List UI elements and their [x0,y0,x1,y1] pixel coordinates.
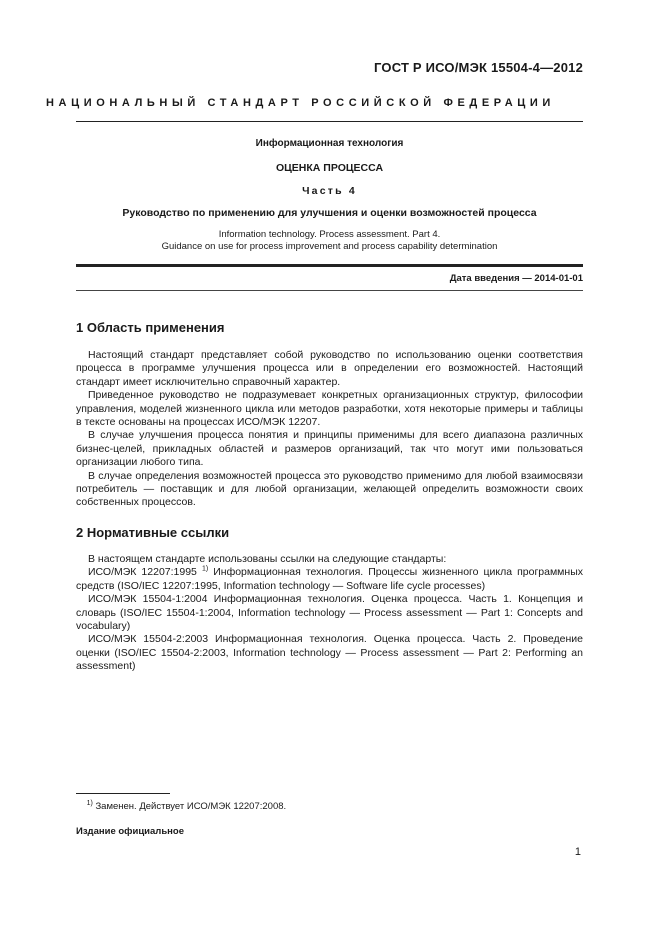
section-2-intro: В настоящем стандарте использованы ссылки на следующие стандарты: [88,553,447,565]
reference-code: ИСО/МЭК 12207:1995 [88,566,197,579]
section-1-body [76,349,583,510]
header-divider [76,121,583,122]
normative-reference-1 [76,566,583,593]
normative-reference-3: ИСО/МЭК 15504-2:2003 Информационная технология. Оценка процесса. Часть 2. Проведение оценки (ISO/IEC 15504-2:2003, Information technology — Process assessment — Part 2: Performing an assessment) [76,633,583,673]
page-number: 1 [574,846,581,858]
document-title: ОЦЕНКА ПРОЦЕССА [275,162,384,174]
document-part: Часть 4 [302,185,357,197]
footnote [76,801,286,812]
footnote-text: Заменен. Действует ИСО/МЭК 12207:2008. [95,801,287,812]
document-subject: Руководство по применению для улучшения и оценки возможностей процесса [122,207,537,219]
section-1-heading: 1 Область применения [76,320,225,335]
introduction-date: Дата введения — 2014-01-01 [449,273,583,284]
english-title-line-1: Information technology. Process assessment. Part 4. [218,229,441,240]
section-2-heading: 2 Нормативные ссылки [76,525,230,540]
english-title-line-2: Guidance on use for process improvement and process capability determination [161,241,498,252]
section-1-paragraph: Настоящий стандарт представляет собой руководство по использованию оценки соответствия процесса в программе улучшения процесса или в определении его возможностей. Настоящий стандарт имеет исключительно справочный характер. [76,349,583,388]
date-divider [76,290,583,291]
national-standard-banner: НАЦИОНАЛЬНЫЙ СТАНДАРТ РОССИЙСКОЙ ФЕДЕРАЦИИ [46,97,555,109]
title-divider [76,264,583,267]
footnote-number: 1) [86,799,93,807]
section-1-paragraph: Приведенное руководство не подразумевает конкретных организационных структур, философии управления, моделей жизненного цикла или методов разработки, хотя некоторые примеры и таблицы в тексте основаны на процессах ИСО/МЭК 12207. [76,389,583,429]
section-1-paragraph: В случае улучшения процесса понятия и принципы применимы для всего диапазона различных бизнес-целей, прикладных областей и размеров организаций, так что могут ими пользоваться организации любого типа. [76,429,583,469]
reference-text: Информационная технология. Процессы жизненного цикла программных средств (ISO/IEC 12207:1995, Information technology — Software life cycle processes) [76,566,583,592]
document-subtitle: Информационная технология [255,138,404,149]
footnote-divider [76,793,170,794]
section-1-paragraph: В случае определения возможностей процесса это руководство применимо для любой взаимосвязи потребитель — поставщик и для любой организации, желающей определить возможности своих собственных процессов. [76,469,583,509]
edition-label: Издание официальное [76,826,184,837]
section-2-body [76,553,583,674]
normative-reference-2: ИСО/МЭК 15504-1:2004 Информационная технология. Оценка процесса. Часть 1. Концепция и словарь (ISO/IEC 15504-1:2004, Information technology — Process assessment — Part 1: Concepts and vocabulary) [76,593,583,633]
document-code: ГОСТ Р ИСО/МЭК 15504-4—2012 [374,60,583,75]
footnote-mark: 1) [201,565,209,573]
